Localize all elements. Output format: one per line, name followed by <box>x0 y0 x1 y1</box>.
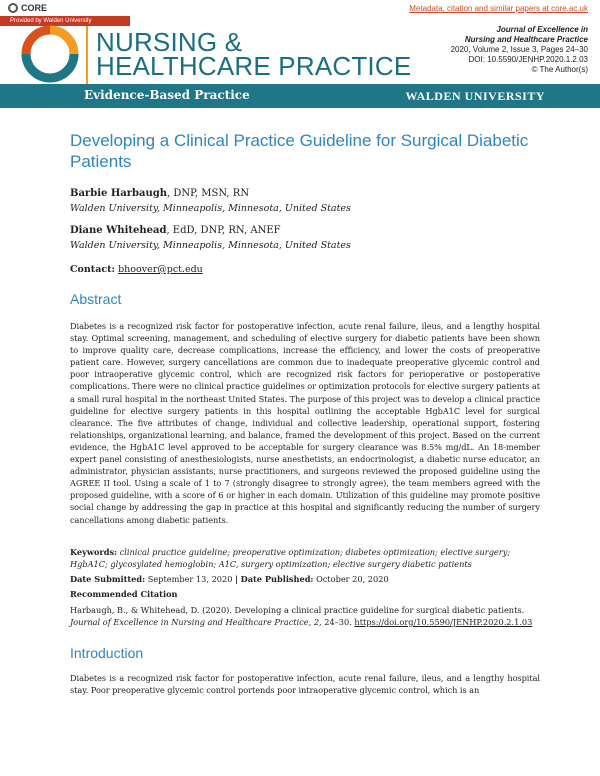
banner-category: Evidence-Based Practice <box>84 88 250 102</box>
journal-doi: DOI: 10.5590/JENHP.2020.1.2.03 <box>468 55 588 64</box>
journal-logo-icon <box>20 24 80 84</box>
citation-journal: Journal of Excellence in Nursing and Healthcare Practice, 2, <box>70 617 322 627</box>
author-1 <box>70 188 249 199</box>
journal-info <box>451 25 588 75</box>
masthead-line-2: HEALTHCARE PRACTICE <box>96 51 412 81</box>
journal-volume: 2020, Volume 2, Issue 3, Pages 24–30 <box>450 45 588 54</box>
core-metadata-link[interactable]: Metadata, citation and similar papers at core.ac.uk <box>409 4 588 13</box>
section-banner <box>0 84 600 108</box>
author-2-affiliation: Walden University, Minneapolis, Minnesota, United States <box>70 240 351 251</box>
date-submitted-label: Date Submitted: <box>70 574 146 584</box>
date-published: October 20, 2020 <box>316 574 389 584</box>
abstract-text: Diabetes is a recognized risk factor for postoperative infection, acute renal failure, ileus, and a lengthy hospital stay. Optimal screening, management, and scheduling of elective surgery for diabetic patients have been shown to improve quality care, decrease complications, increase the efficiency, and lower the costs of preoperative patient care. However, surgery cancellations are common due to inadequate preoperative glycemic control and poor intraoperative glycemic control, which are recognized risk factors for perioperative or postoperative complications. There were no clinical practice guidelines or optimization protocols for elective surgery patients at a small rural hospital in the northeast United States. The purpose of this project was to develop a clinical practice guideline for elective surgery patients in this hospital outlining the acceptable HgbA1C level for surgical clearance. The five attributes of change, individual and collective leadership, operational support, fostering relationships, organizational learning, and balance, framed the development of this project. Based on the current evidence, the HgbA1C level approved to be acceptable for surgery clearance was 8.5% mg/dL. An 18-member expert panel consisting of anesthesiologists, nurse anesthetists, an endocrinologist, a diabetic nurse educator, an administrator, physician assistants, nurse practitioners, and surgeons reviewed the proposed guideline using the AGREE II tool. Using a scale of 1 to 7 (strongly disagree to strongly agree), the team members agreed with the proposed guideline, with a score of 6 or higher in each domain. Utilization of this guideline may promote positive social change by addressing the gap in practice at this hospital and significantly reducing the number of surgery cancellations among diabetic patients. <box>70 321 540 525</box>
author-1-credentials: , DNP, MSN, RN <box>167 188 250 199</box>
core-icon <box>8 3 18 13</box>
introduction-heading: Introduction <box>70 645 144 661</box>
date-published-label: Date Published: <box>240 574 314 584</box>
provided-by-label: Provided by Walden University <box>0 16 130 26</box>
core-bar <box>0 0 600 26</box>
author-2 <box>70 225 281 236</box>
masthead-line-1: NURSING & <box>96 27 243 57</box>
citation-text: Harbaugh, B., & Whitehead, D. (2020). Developing a clinical practice guideline for surgical diabetic patients. <box>70 605 525 615</box>
banner-university: WALDEN UNIVERSITY <box>405 89 545 103</box>
core-brand: CORE <box>21 3 48 13</box>
introduction-text: Diabetes is a recognized risk factor for postoperative infection, acute renal failure, ileus, and a lengthy hospital stay. Poor preoperative glycemic control portends poor intraoperative glycemic control, which is an <box>70 673 540 696</box>
date-separator: | <box>235 574 239 584</box>
keywords <box>70 546 540 570</box>
author-1-affiliation: Walden University, Minneapolis, Minnesota, United States <box>70 203 351 214</box>
date-submitted: September 13, 2020 <box>147 574 233 584</box>
citation-doi-link[interactable]: https://doi.org/10.5590/JENHP.2020.2.1.03 <box>354 617 533 627</box>
dates <box>70 574 389 584</box>
journal-name-line-2: Nursing and Healthcare Practice <box>464 35 588 44</box>
author-2-credentials: , EdD, DNP, RN, ANEF <box>166 225 281 236</box>
logo-divider <box>86 26 88 86</box>
journal-name-line-1: Journal of Excellence in <box>496 25 588 34</box>
journal-copyright: © The Author(s) <box>531 65 588 74</box>
contact <box>70 264 203 275</box>
article-title: Developing a Clinical Practice Guideline for Surgical Diabetic Patients <box>70 131 529 171</box>
abstract-heading: Abstract <box>70 291 122 307</box>
keywords-value: clinical practice guideline; preoperative optimization; diabetes optimization; elective surgery; HgbA1C; glycosylated hemoglobin; A1C, surgery optimization; elective surgery diabetic patients <box>70 547 511 569</box>
citation-heading: Recommended Citation <box>70 589 178 599</box>
keywords-label: Keywords: <box>70 547 118 557</box>
citation <box>70 604 545 628</box>
contact-label: Contact: <box>70 264 116 275</box>
author-1-name: Barbie Harbaugh <box>70 188 168 199</box>
journal-masthead <box>96 27 412 81</box>
author-2-name: Diane Whitehead <box>70 225 167 236</box>
core-logo[interactable] <box>8 3 47 13</box>
contact-email-link[interactable]: bhoover@pct.edu <box>118 264 203 275</box>
citation-pages: 24–30. <box>324 617 352 627</box>
